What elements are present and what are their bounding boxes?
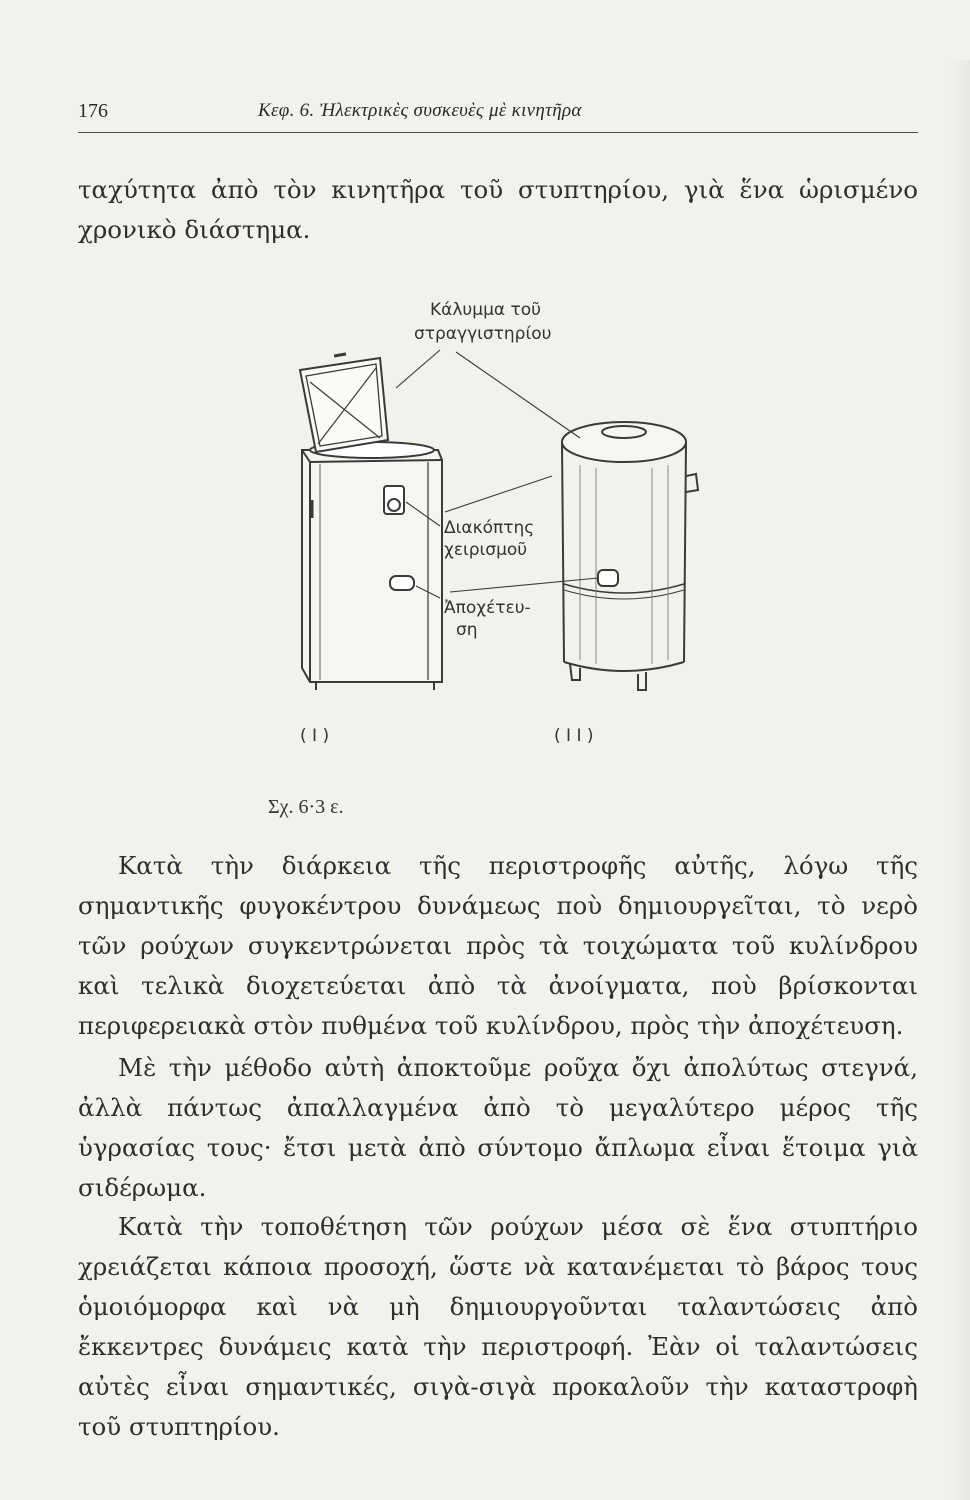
- label-switch-line1: Διακόπτης: [444, 518, 535, 538]
- label-lid-line1: Κάλυμμα τοῦ: [430, 300, 541, 320]
- paragraph-continued: ταχύτητα ἀπὸ τὸν κινητῆρα τοῦ στυπτηρίου, γιὰ ἕνα ὡρισμένο χρονικὸ διάστημα.: [78, 175, 918, 244]
- paragraph-1: Κατὰ τὴν διάρκεια τῆς περιστροφῆς αὐτῆς, λόγω τῆς σημαντικῆς φυγοκέντρου δυνάμεως ποὺ δημιουργεῖται, τὸ νερὸ τῶν ρούχων συγκεντρώνεται πρὸς τὰ τοιχώματα τοῦ κυλίνδρου καὶ τελικὰ διοχετεύεται ἀπὸ τὰ ἀνοίγματα, ποὺ βρίσκονται περιφερειακὰ στὸν πυθμένα τοῦ κυλίνδρου, πρὸς τὴν ἀποχέτευση.: [78, 851, 918, 1040]
- sub-label-I: ( I ): [300, 726, 330, 746]
- figure-caption: Σχ. 6·3 ε.: [268, 796, 344, 818]
- figure-spin-dryer: [250, 290, 750, 830]
- label-lid-line2: στραγγιστηρίου: [414, 324, 552, 344]
- paragraph-3: Κατὰ τὴν τοποθέτηση τῶν ρούχων μέσα σὲ ἕνα στυπτήριο χρειάζεται κάποια προσοχή, ὥστε νὰ κατανέμεται τὸ βάρος τους ὁμοιόμορφα καὶ νὰ μὴ δημιουργοῦνται ταλαντώσεις ἀπὸ ἔκκεντρες δυνάμεις κατὰ τὴν περιστροφή. Ἐὰν οἱ ταλαντώσεις αὐτὲς εἶναι σημαντικές, σιγὰ-σιγὰ προκαλοῦν τὴν καταστροφὴ τοῦ στυπτηρίου.: [78, 1212, 918, 1441]
- page-number: 176: [78, 100, 108, 122]
- spin-dryer-illustration: [250, 290, 750, 830]
- running-head: Κεφ. 6. Ἠλεκτρικὲς συσκευὲς μὲ κινητῆρα: [258, 100, 582, 121]
- page-header: [78, 98, 918, 133]
- label-drain-line1: Ἀποχέτευ-: [444, 598, 531, 618]
- paragraph-2: Μὲ τὴν μέθοδο αὐτὴ ἀποκτοῦμε ροῦχα ὄχι ἀπολύτως στεγνά, ἀλλὰ πάντως ἀπαλλαγμένα ἀπὸ τὸ μεγαλύτερο μέρος τῆς ὑγρασίας τους· ἔτσι μετὰ ἀπὸ σύντομο ἄπλωμα εἶναι ἕτοιμα γιὰ σιδέρωμα.: [78, 1053, 918, 1202]
- label-drain-line2: ση: [456, 620, 478, 640]
- sub-label-II: ( I I ): [554, 726, 594, 746]
- label-switch-line2: χειρισμοῦ: [444, 540, 528, 560]
- page-edge-shadow: [950, 60, 970, 1500]
